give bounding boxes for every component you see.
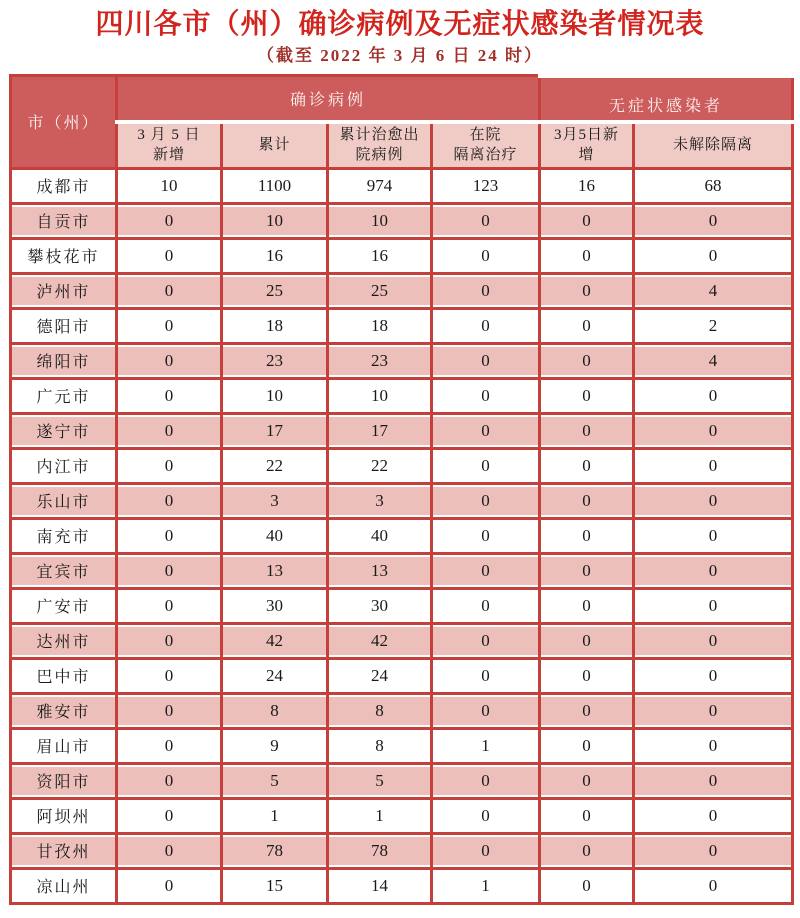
value-cell: 0 — [117, 728, 222, 763]
city-name-cell: 眉山市 — [11, 728, 117, 763]
value-cell: 22 — [222, 448, 328, 483]
table-body — [11, 168, 793, 903]
sub-header-5: 未解除隔离 — [634, 122, 793, 168]
value-cell: 0 — [117, 553, 222, 588]
table-row — [11, 168, 793, 203]
value-cell: 78 — [328, 833, 432, 868]
table-row — [11, 203, 793, 238]
value-cell: 0 — [117, 483, 222, 518]
value-cell: 0 — [540, 728, 634, 763]
value-cell: 17 — [222, 413, 328, 448]
sub-header-2: 累计治愈出 院病例 — [328, 122, 432, 168]
table-row — [11, 868, 793, 903]
value-cell: 0 — [117, 798, 222, 833]
value-cell: 0 — [432, 798, 540, 833]
value-cell: 4 — [634, 343, 793, 378]
value-cell: 0 — [634, 203, 793, 238]
table-row — [11, 518, 793, 553]
value-cell: 0 — [432, 273, 540, 308]
city-name-cell: 广元市 — [11, 378, 117, 413]
value-cell: 5 — [222, 763, 328, 798]
value-cell: 16 — [222, 238, 328, 273]
value-cell: 0 — [540, 308, 634, 343]
group-header-asymptomatic: 无症状感染者 — [540, 75, 793, 122]
value-cell: 8 — [328, 693, 432, 728]
table-row — [11, 763, 793, 798]
value-cell: 0 — [432, 378, 540, 413]
value-cell: 0 — [540, 553, 634, 588]
value-cell: 14 — [328, 868, 432, 903]
city-name-cell: 德阳市 — [11, 308, 117, 343]
value-cell: 16 — [328, 238, 432, 273]
corner-header: 市（州） — [11, 75, 117, 168]
page-title: 四川各市（州）确诊病例及无症状感染者情况表 — [95, 8, 705, 39]
value-cell: 0 — [540, 763, 634, 798]
value-cell: 68 — [634, 168, 793, 203]
value-cell: 0 — [117, 763, 222, 798]
page — [0, 5, 800, 918]
city-name-cell: 雅安市 — [11, 693, 117, 728]
group-header-row — [11, 75, 793, 122]
page-subtitle: （截至 2022 年 3 月 6 日 24 时） — [257, 46, 543, 65]
cases-table — [9, 72, 794, 905]
value-cell: 0 — [540, 798, 634, 833]
value-cell: 0 — [540, 343, 634, 378]
value-cell: 0 — [634, 833, 793, 868]
value-cell: 22 — [328, 448, 432, 483]
value-cell: 0 — [432, 693, 540, 728]
value-cell: 0 — [432, 308, 540, 343]
value-cell: 0 — [117, 308, 222, 343]
value-cell: 0 — [634, 658, 793, 693]
value-cell: 30 — [222, 588, 328, 623]
value-cell: 0 — [634, 763, 793, 798]
value-cell: 0 — [634, 588, 793, 623]
value-cell: 24 — [328, 658, 432, 693]
value-cell: 0 — [432, 763, 540, 798]
value-cell: 0 — [117, 658, 222, 693]
value-cell: 15 — [222, 868, 328, 903]
city-name-cell: 攀枝花市 — [11, 238, 117, 273]
value-cell: 0 — [634, 378, 793, 413]
value-cell: 0 — [432, 413, 540, 448]
value-cell: 0 — [432, 343, 540, 378]
value-cell: 17 — [328, 413, 432, 448]
value-cell: 8 — [222, 693, 328, 728]
value-cell: 0 — [432, 833, 540, 868]
city-name-cell: 甘孜州 — [11, 833, 117, 868]
value-cell: 78 — [222, 833, 328, 868]
value-cell: 13 — [222, 553, 328, 588]
value-cell: 0 — [117, 273, 222, 308]
value-cell: 0 — [432, 553, 540, 588]
value-cell: 123 — [432, 168, 540, 203]
table-row — [11, 623, 793, 658]
value-cell: 0 — [540, 238, 634, 273]
value-cell: 23 — [222, 343, 328, 378]
value-cell: 3 — [328, 483, 432, 518]
value-cell: 10 — [117, 168, 222, 203]
city-name-cell: 巴中市 — [11, 658, 117, 693]
value-cell: 42 — [222, 623, 328, 658]
value-cell: 0 — [117, 378, 222, 413]
value-cell: 0 — [634, 623, 793, 658]
value-cell: 0 — [634, 238, 793, 273]
value-cell: 0 — [540, 658, 634, 693]
value-cell: 25 — [222, 273, 328, 308]
value-cell: 0 — [117, 518, 222, 553]
value-cell: 0 — [634, 868, 793, 903]
value-cell: 40 — [328, 518, 432, 553]
table-row — [11, 693, 793, 728]
value-cell: 0 — [117, 623, 222, 658]
city-name-cell: 成都市 — [11, 168, 117, 203]
city-name-cell: 广安市 — [11, 588, 117, 623]
value-cell: 0 — [540, 203, 634, 238]
value-cell: 0 — [634, 413, 793, 448]
value-cell: 0 — [432, 238, 540, 273]
value-cell: 10 — [222, 378, 328, 413]
value-cell: 0 — [634, 553, 793, 588]
table-row — [11, 588, 793, 623]
table-row — [11, 413, 793, 448]
value-cell: 974 — [328, 168, 432, 203]
sub-header-row — [11, 122, 793, 168]
value-cell: 10 — [328, 378, 432, 413]
value-cell: 0 — [540, 448, 634, 483]
value-cell: 18 — [222, 308, 328, 343]
value-cell: 16 — [540, 168, 634, 203]
value-cell: 30 — [328, 588, 432, 623]
city-name-cell: 达州市 — [11, 623, 117, 658]
value-cell: 0 — [432, 203, 540, 238]
city-name-cell: 宜宾市 — [11, 553, 117, 588]
value-cell: 0 — [117, 588, 222, 623]
table-row — [11, 273, 793, 308]
sub-header-1: 累计 — [222, 122, 328, 168]
city-name-cell: 遂宁市 — [11, 413, 117, 448]
city-name-cell: 南充市 — [11, 518, 117, 553]
value-cell: 42 — [328, 623, 432, 658]
value-cell: 0 — [634, 518, 793, 553]
value-cell: 0 — [540, 413, 634, 448]
value-cell: 2 — [634, 308, 793, 343]
value-cell: 0 — [117, 238, 222, 273]
value-cell: 0 — [540, 833, 634, 868]
value-cell: 0 — [432, 658, 540, 693]
value-cell: 0 — [540, 483, 634, 518]
value-cell: 0 — [634, 728, 793, 763]
value-cell: 0 — [540, 378, 634, 413]
value-cell: 0 — [540, 518, 634, 553]
value-cell: 1 — [432, 728, 540, 763]
table-row — [11, 378, 793, 413]
city-name-cell: 内江市 — [11, 448, 117, 483]
value-cell: 1100 — [222, 168, 328, 203]
value-cell: 1 — [328, 798, 432, 833]
value-cell: 0 — [117, 413, 222, 448]
value-cell: 0 — [540, 623, 634, 658]
table-row — [11, 238, 793, 273]
city-name-cell: 自贡市 — [11, 203, 117, 238]
table-row — [11, 483, 793, 518]
city-name-cell: 泸州市 — [11, 273, 117, 308]
value-cell: 24 — [222, 658, 328, 693]
value-cell: 0 — [634, 693, 793, 728]
value-cell: 0 — [117, 868, 222, 903]
value-cell: 0 — [540, 868, 634, 903]
value-cell: 13 — [328, 553, 432, 588]
city-name-cell: 凉山州 — [11, 868, 117, 903]
sub-header-3: 在院 隔离治疗 — [432, 122, 540, 168]
table-row — [11, 308, 793, 343]
value-cell: 0 — [634, 448, 793, 483]
sub-header-4: 3月5日新 增 — [540, 122, 634, 168]
sub-header-0: 3 月 5 日 新增 — [117, 122, 222, 168]
value-cell: 5 — [328, 763, 432, 798]
value-cell: 0 — [634, 798, 793, 833]
value-cell: 10 — [328, 203, 432, 238]
value-cell: 0 — [432, 588, 540, 623]
value-cell: 18 — [328, 308, 432, 343]
city-name-cell: 阿坝州 — [11, 798, 117, 833]
value-cell: 0 — [117, 833, 222, 868]
value-cell: 8 — [328, 728, 432, 763]
value-cell: 3 — [222, 483, 328, 518]
value-cell: 1 — [432, 868, 540, 903]
table-row — [11, 658, 793, 693]
group-header-confirmed-cases: 确诊病例 — [117, 75, 540, 122]
value-cell: 0 — [540, 273, 634, 308]
value-cell: 0 — [117, 343, 222, 378]
table-row — [11, 343, 793, 378]
value-cell: 10 — [222, 203, 328, 238]
value-cell: 0 — [117, 203, 222, 238]
value-cell: 0 — [432, 448, 540, 483]
table-row — [11, 833, 793, 868]
value-cell: 0 — [117, 693, 222, 728]
value-cell: 0 — [432, 623, 540, 658]
value-cell: 40 — [222, 518, 328, 553]
value-cell: 0 — [432, 483, 540, 518]
value-cell: 1 — [222, 798, 328, 833]
value-cell: 0 — [117, 448, 222, 483]
table-row — [11, 798, 793, 833]
value-cell: 0 — [540, 588, 634, 623]
city-name-cell: 绵阳市 — [11, 343, 117, 378]
value-cell: 25 — [328, 273, 432, 308]
value-cell: 0 — [634, 483, 793, 518]
table-header — [11, 75, 793, 168]
value-cell: 23 — [328, 343, 432, 378]
value-cell: 9 — [222, 728, 328, 763]
city-name-cell: 乐山市 — [11, 483, 117, 518]
value-cell: 0 — [540, 693, 634, 728]
value-cell: 4 — [634, 273, 793, 308]
value-cell: 0 — [432, 518, 540, 553]
table-row — [11, 448, 793, 483]
city-name-cell: 资阳市 — [11, 763, 117, 798]
table-row — [11, 553, 793, 588]
table-row — [11, 728, 793, 763]
